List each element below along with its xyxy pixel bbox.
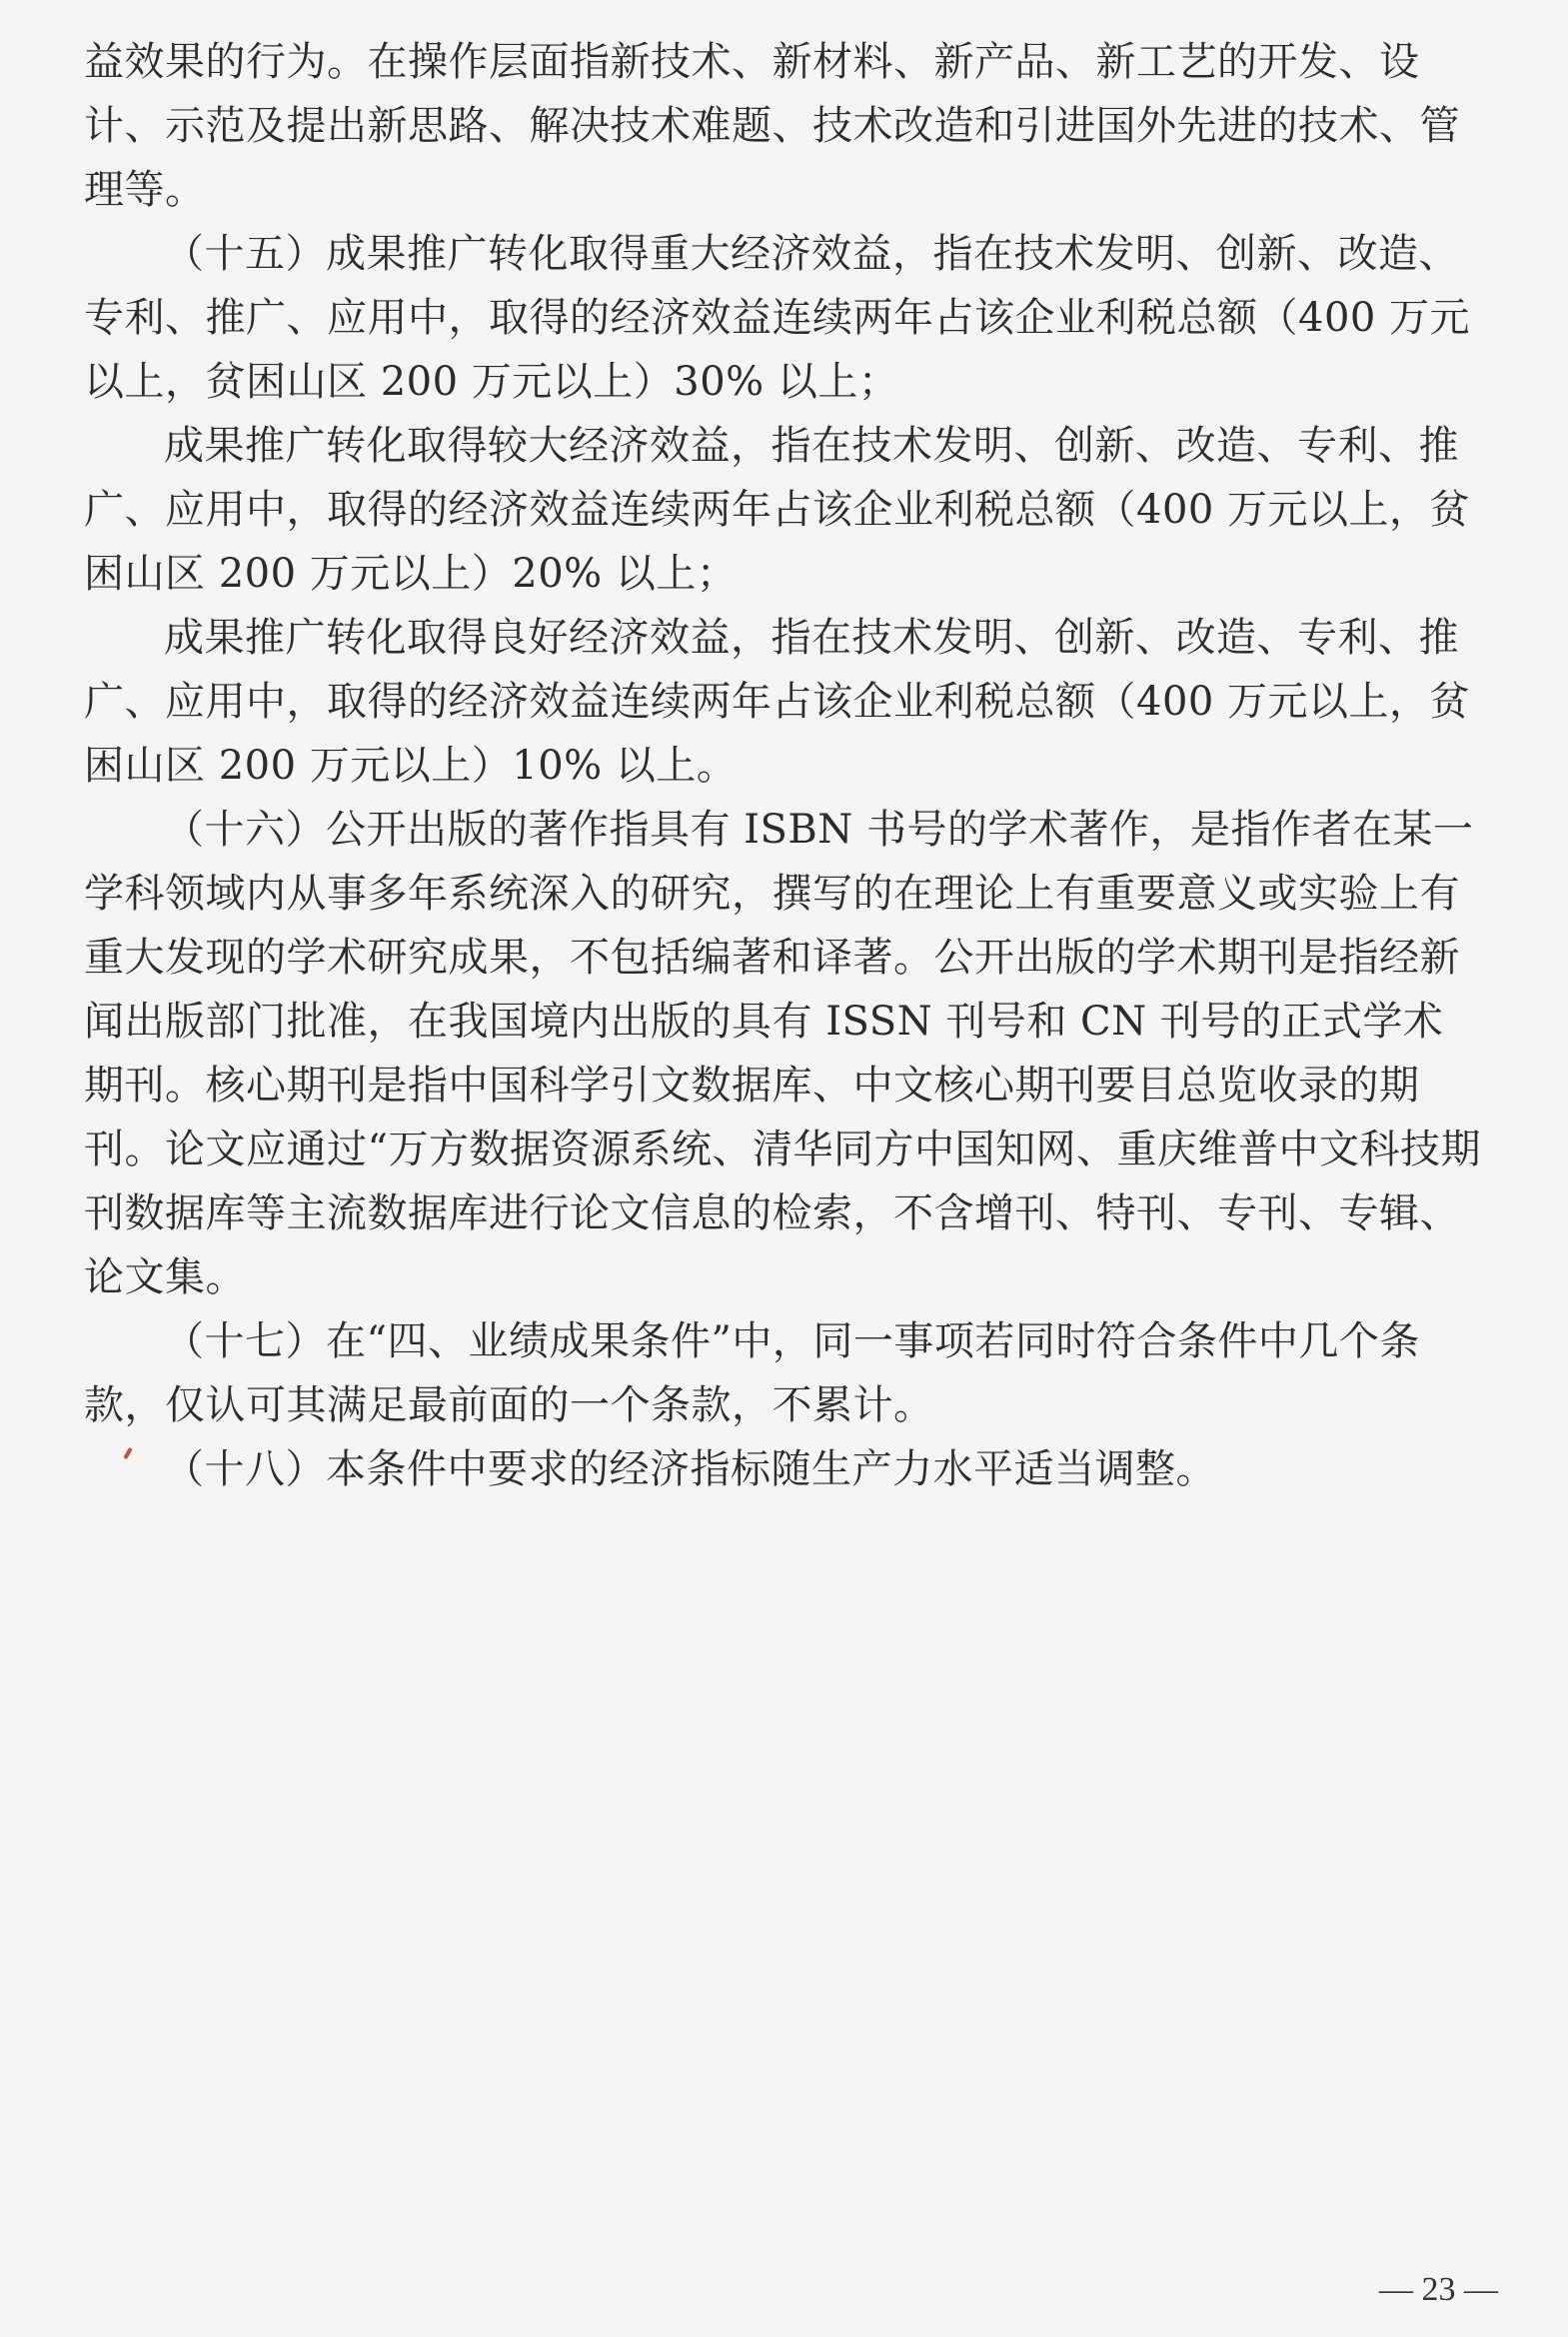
paragraph-item-15: （十五）成果推广转化取得重大经济效益，指在技术发明、创新、改造、专利、推广、应用中，取得的经济效益连续两年占该企业利税总额（400 万元以上，贫困山区 200 万元以上）30% 以上； [84,231,1471,405]
page-number: — 23 — [1379,2271,1498,2308]
paragraph-item-16: （十六）公开出版的著作指具有 ISBN 书号的学术著作，是指作者在某一学科领域内从事多年系统深入的研究，撰写的在理论上有重要意义或实验上有重大发现的学术研究成果，不包括编著和译著。公开出版的学术期刊是指经新闻出版部门批准，在我国境内出版的具有 ISSN 刊号和 CN 刊号的正式学术期刊。核心期刊是指中国科学引文数据库、中文核心期刊要目总览收录的期刊。论文应通过“万方数据资源系统、清华同方中国知网、重庆维普中文科技期刊数据库等主流数据库进行论文信息的检索，不含增刊、特刊、专刊、专辑、论文集。 [84,807,1481,1300]
paragraph-economic-benefit-large: 成果推广转化取得较大经济效益，指在技术发明、创新、改造、专利、推广、应用中，取得的经济效益连续两年占该企业利税总额（400 万元以上，贫困山区 200 万元以上）20% 以上； [84,423,1471,597]
paragraph-item-18: （十八）本条件中要求的经济指标随生产力水平适当调整。 [164,1446,1216,1492]
document-body [84,30,1483,1501]
paragraph-item-17: （十七）在“四、业绩成果条件”中，同一事项若同时符合条件中几个条款，仅认可其满足最前面的一个条款，不累计。 [84,1318,1420,1428]
paragraph-economic-benefit-good: 成果推广转化取得良好经济效益，指在技术发明、创新、改造、专利、推广、应用中，取得的经济效益连续两年占该企业利税总额（400 万元以上，贫困山区 200 万元以上）10% 以上。 [84,615,1471,789]
paragraph-continuation: 益效果的行为。在操作层面指新技术、新材料、新产品、新工艺的开发、设计、示范及提出新思路、解决技术难题、技术改造和引进国外先进的技术、管理等。 [84,39,1460,213]
